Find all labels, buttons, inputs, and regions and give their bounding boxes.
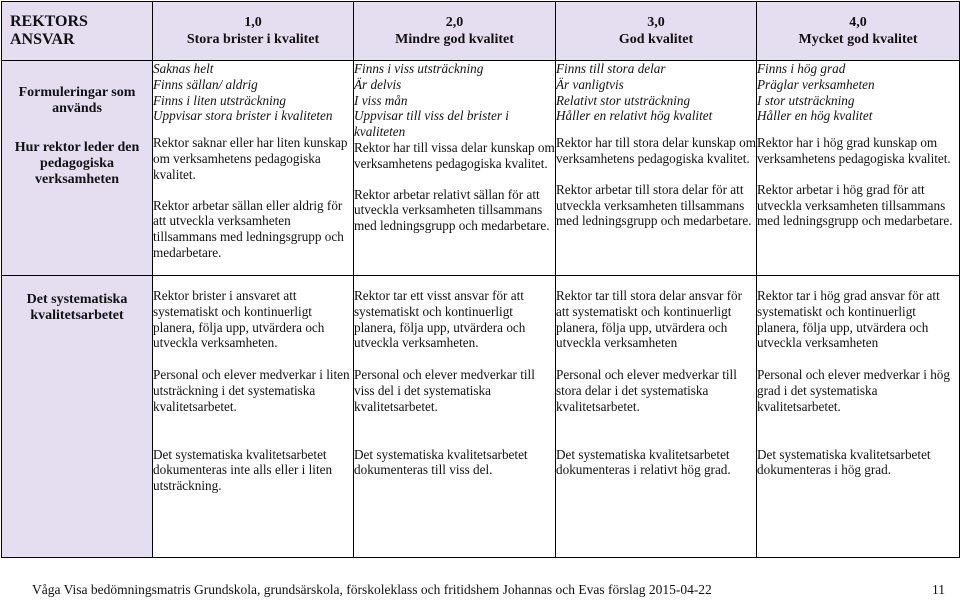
row-label-formulations: Formuleringar som används (18, 85, 136, 116)
column-label: Mycket god kvalitet (798, 32, 918, 47)
leadership-cell-2 (354, 61, 556, 276)
responsibility-text: Rektor tar ett visst ansvar för att systematiskt och kontinuerligt planera, följa upp, utvärdera och utveckla verksamheten. (354, 288, 526, 351)
page-footer (0, 580, 960, 600)
leadership-cell-3 (556, 61, 757, 276)
leadership-row (2, 61, 960, 276)
column-header-3 (556, 2, 757, 61)
column-header-4 (757, 2, 960, 61)
column-label: Stora brister i kvalitet (186, 32, 320, 47)
knowledge-text: Rektor saknar eller har liten kunskap om verksamhetens pedagogiska kvalitet. (153, 135, 348, 182)
quality-cell-3 (556, 276, 757, 558)
quality-work-row (2, 276, 960, 558)
phrasing-list: Finns i hög grad Präglar verksamheten I stor utsträckning Håller en hög kvalitet (757, 61, 875, 124)
knowledge-text: Rektor har till vissa delar kunskap om verksamhetens pedagogiska kvalitet. (354, 139, 555, 171)
column-score: 3,0 (647, 15, 665, 30)
documentation-text: Det systematiska kvalitetsarbetet dokumenteras inte alls eller i liten utsträckning. (153, 446, 333, 494)
matrix-title: REKTORS ANSVAR (2, 2, 153, 61)
phrasing-list: Finns i viss utsträckning Är delvis I viss mån Uppvisar till viss del brister i kvaliteten (354, 61, 509, 140)
responsibility-text: Rektor tar i hög grad ansvar för att systematiskt och kontinuerligt planera, följa upp, utvärdera och utveckla verksamheten (757, 288, 940, 351)
leadership-cell-4 (757, 61, 960, 276)
development-text: Rektor arbetar till stora delar för att utveckla verksamheten tillsammans med ledningsgrupp och medarbetare. (556, 181, 752, 229)
knowledge-text: Rektor har till stora delar kunskap om verksamhetens pedagogiska kvalitet. (556, 135, 756, 166)
row-label-quality-work: Det systematiska kvalitetsarbetet (2, 276, 153, 558)
column-score: 4,0 (849, 15, 867, 30)
development-text: Rektor arbetar sällan eller aldrig för att utveckla verksamheten tillsammans med ledningsgrupp och medarbetare. (153, 197, 344, 260)
responsibility-text: Rektor brister i ansvaret att systematiskt och kontinuerligt planera, följa upp, utvärdera och utveckla verksamheten. (153, 288, 325, 351)
header-row (2, 2, 960, 61)
participation-text: Personal och elever medverkar i liten utsträckning i det systematiska kvalitetsarbetet. (153, 367, 350, 414)
assessment-matrix (1, 1, 960, 558)
row-label-pedagogical-leadership: Hur rektor leder den pedagogiska verksamheten (14, 140, 140, 187)
row-label-leadership (2, 61, 153, 276)
documentation-text: Det systematiska kvalitetsarbetet dokumenteras i relativt hög grad. (556, 446, 731, 478)
leadership-cell-1 (153, 61, 354, 276)
footer-text: Våga Visa bedömningsmatris Grundskola, grundsärskola, förskoleklass och fritidshem Johannas och Evas förslag 2015-04-22 (32, 582, 712, 597)
documentation-text: Det systematiska kvalitetsarbetet dokumenteras till viss del. (354, 446, 528, 478)
phrasing-list: Saknas helt Finns sällan/ aldrig Finns i liten utsträckning Uppvisar stora brister i kvaliteten (153, 61, 333, 124)
knowledge-text: Rektor har i hög grad kunskap om verksamhetens pedagogiska kvalitet. (757, 135, 951, 166)
quality-cell-2 (354, 276, 556, 558)
participation-text: Personal och elever medverkar till stora delar i det systematiska kvalitetsarbetet. (556, 367, 737, 414)
responsibility-text: Rektor tar till stora delar ansvar för att systematiskt och kontinuerligt planera, följa upp, utvärdera och utveckla verksamheten (556, 288, 743, 351)
participation-text: Personal och elever medverkar till viss del i det systematiska kvalitetsarbetet. (354, 367, 535, 414)
phrasing-list: Finns till stora delar Är vanligtvis Relativt stor utsträckning Håller en relativt hög kvalitet (556, 61, 713, 124)
quality-cell-1 (153, 276, 354, 558)
column-header-1 (153, 2, 354, 61)
page-number: 11 (932, 582, 945, 597)
column-label: God kvalitet (618, 32, 694, 47)
column-score: 2,0 (445, 15, 464, 30)
development-text: Rektor arbetar relativt sällan för att utveckla verksamheten tillsammans med ledningsgrupp och medarbetare. (354, 186, 550, 234)
documentation-text: Det systematiska kvalitetsarbetet dokumenteras i hög grad. (757, 446, 931, 478)
column-score: 1,0 (244, 15, 262, 30)
development-text: Rektor arbetar i hög grad för att utveckla verksamheten tillsammans med ledningsgrupp och medarbetare. (757, 181, 953, 229)
column-label: Mindre god kvalitet (395, 32, 514, 47)
participation-text: Personal och elever medverkar i hög grad i det systematiska kvalitetsarbetet. (757, 367, 950, 414)
column-header-2 (354, 2, 556, 61)
quality-cell-4 (757, 276, 960, 558)
